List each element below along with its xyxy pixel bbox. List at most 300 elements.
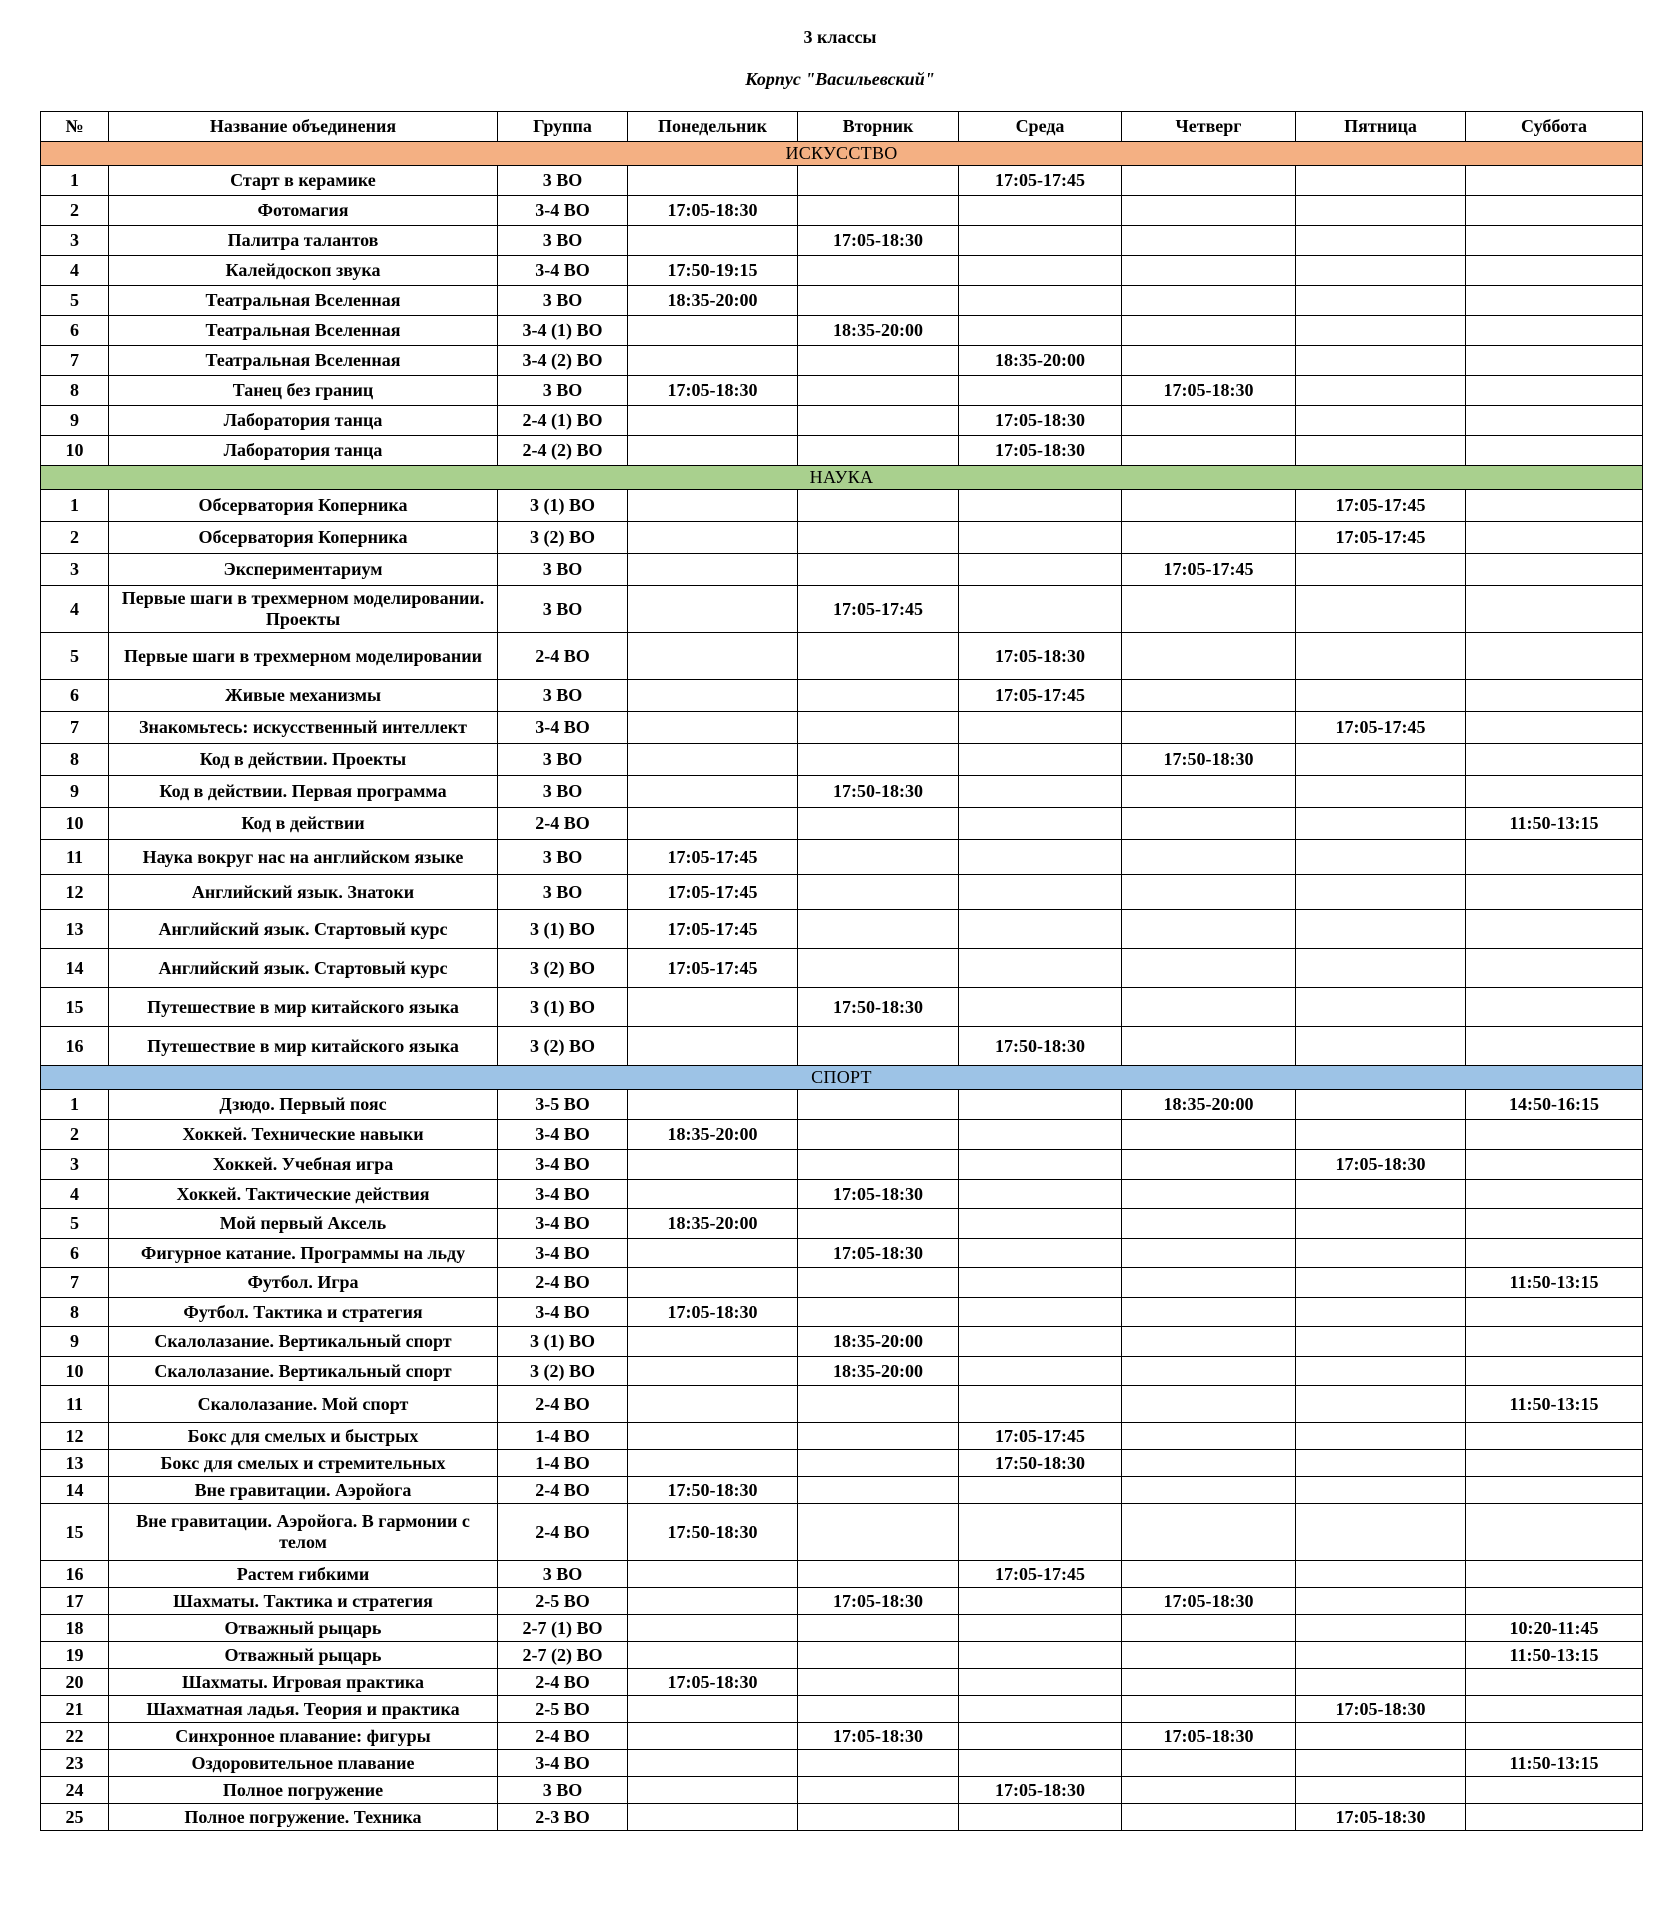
monday-cell <box>628 1180 798 1209</box>
tuesday-cell <box>798 166 959 196</box>
friday-cell <box>1296 1750 1466 1777</box>
wednesday-cell <box>959 949 1122 988</box>
table-row <box>41 346 1643 376</box>
thursday-cell <box>1122 949 1296 988</box>
group-cell: 2-5 ВО <box>498 1588 628 1615</box>
saturday-cell <box>1466 586 1643 633</box>
activity-name-cell: Синхронное плавание: фигуры <box>109 1723 498 1750</box>
saturday-cell: 11:50-13:15 <box>1466 1268 1643 1298</box>
thursday-cell <box>1122 633 1296 680</box>
activity-name-cell: Путешествие в мир китайского языка <box>109 1027 498 1066</box>
friday-cell <box>1296 166 1466 196</box>
tuesday-cell <box>798 680 959 712</box>
tuesday-cell <box>798 1268 959 1298</box>
friday-cell <box>1296 406 1466 436</box>
table-row <box>41 1027 1643 1066</box>
activity-name-cell: Театральная Вселенная <box>109 346 498 376</box>
table-row <box>41 1804 1643 1831</box>
table-row <box>41 633 1643 680</box>
friday-cell <box>1296 1423 1466 1450</box>
tuesday-cell <box>798 1750 959 1777</box>
tuesday-cell: 17:05-18:30 <box>798 1723 959 1750</box>
tuesday-cell <box>798 196 959 226</box>
monday-cell: 18:35-20:00 <box>628 1209 798 1239</box>
group-cell: 3 (1) ВО <box>498 490 628 522</box>
group-cell: 2-4 ВО <box>498 808 628 840</box>
header-saturday: Суббота <box>1466 112 1643 142</box>
monday-cell <box>628 554 798 586</box>
row-number-cell: 3 <box>41 226 109 256</box>
monday-cell <box>628 988 798 1027</box>
row-number-cell: 4 <box>41 586 109 633</box>
thursday-cell <box>1122 286 1296 316</box>
wednesday-cell <box>959 586 1122 633</box>
thursday-cell: 17:05-18:30 <box>1122 1723 1296 1750</box>
wednesday-cell <box>959 1642 1122 1669</box>
friday-cell <box>1296 226 1466 256</box>
activity-name-cell: Обсерватория Коперника <box>109 522 498 554</box>
tuesday-cell <box>798 346 959 376</box>
monday-cell: 17:05-17:45 <box>628 875 798 910</box>
header-row <box>41 112 1643 142</box>
group-cell: 3 ВО <box>498 744 628 776</box>
saturday-cell <box>1466 1588 1643 1615</box>
group-cell: 3 (1) ВО <box>498 988 628 1027</box>
saturday-cell <box>1466 1027 1643 1066</box>
group-cell: 3 ВО <box>498 166 628 196</box>
group-cell: 2-4 ВО <box>498 1386 628 1423</box>
friday-cell <box>1296 256 1466 286</box>
saturday-cell: 11:50-13:15 <box>1466 808 1643 840</box>
thursday-cell <box>1122 1027 1296 1066</box>
group-cell: 3 ВО <box>498 875 628 910</box>
thursday-cell <box>1122 988 1296 1027</box>
monday-cell: 17:50-18:30 <box>628 1477 798 1504</box>
row-number-cell: 14 <box>41 949 109 988</box>
monday-cell: 17:05-18:30 <box>628 196 798 226</box>
friday-cell <box>1296 680 1466 712</box>
friday-cell <box>1296 1298 1466 1327</box>
thursday-cell <box>1122 1777 1296 1804</box>
thursday-cell <box>1122 1327 1296 1357</box>
table-row <box>41 286 1643 316</box>
wednesday-cell <box>959 1615 1122 1642</box>
saturday-cell <box>1466 1209 1643 1239</box>
friday-cell <box>1296 286 1466 316</box>
thursday-cell <box>1122 406 1296 436</box>
activity-name-cell: Код в действии <box>109 808 498 840</box>
group-cell: 3-4 ВО <box>498 196 628 226</box>
row-number-cell: 13 <box>41 910 109 949</box>
wednesday-cell <box>959 1150 1122 1180</box>
friday-cell: 17:05-17:45 <box>1296 522 1466 554</box>
wednesday-cell <box>959 1804 1122 1831</box>
saturday-cell <box>1466 316 1643 346</box>
group-cell: 3-5 ВО <box>498 1090 628 1120</box>
friday-cell <box>1296 633 1466 680</box>
tuesday-cell <box>798 1696 959 1723</box>
section-title: ИСКУССТВО <box>41 142 1643 166</box>
thursday-cell <box>1122 1120 1296 1150</box>
thursday-cell: 17:50-18:30 <box>1122 744 1296 776</box>
table-row <box>41 1450 1643 1477</box>
tuesday-cell <box>798 554 959 586</box>
friday-cell <box>1296 1450 1466 1477</box>
tuesday-cell <box>798 1209 959 1239</box>
row-number-cell: 11 <box>41 840 109 875</box>
monday-cell <box>628 1561 798 1588</box>
row-number-cell: 5 <box>41 633 109 680</box>
friday-cell <box>1296 1777 1466 1804</box>
wednesday-cell <box>959 286 1122 316</box>
group-cell: 3 (1) ВО <box>498 1327 628 1357</box>
saturday-cell <box>1466 680 1643 712</box>
activity-name-cell: Код в действии. Первая программа <box>109 776 498 808</box>
wednesday-cell: 17:50-18:30 <box>959 1027 1122 1066</box>
row-number-cell: 22 <box>41 1723 109 1750</box>
friday-cell <box>1296 1209 1466 1239</box>
table-row <box>41 436 1643 466</box>
row-number-cell: 9 <box>41 1327 109 1357</box>
thursday-cell: 17:05-18:30 <box>1122 376 1296 406</box>
header-friday: Пятница <box>1296 112 1466 142</box>
tuesday-cell <box>798 1298 959 1327</box>
saturday-cell <box>1466 633 1643 680</box>
row-number-cell: 3 <box>41 1150 109 1180</box>
tuesday-cell <box>798 1804 959 1831</box>
saturday-cell <box>1466 522 1643 554</box>
row-number-cell: 7 <box>41 1268 109 1298</box>
saturday-cell <box>1466 875 1643 910</box>
friday-cell <box>1296 1504 1466 1561</box>
tuesday-cell: 17:05-18:30 <box>798 1588 959 1615</box>
monday-cell <box>628 226 798 256</box>
table-row <box>41 1150 1643 1180</box>
group-cell: 2-7 (2) ВО <box>498 1642 628 1669</box>
group-cell: 3 ВО <box>498 776 628 808</box>
tuesday-cell <box>798 1642 959 1669</box>
activity-name-cell: Вне гравитации. Аэройога. В гармонии с телом <box>109 1504 498 1561</box>
thursday-cell <box>1122 712 1296 744</box>
row-number-cell: 1 <box>41 1090 109 1120</box>
table-row <box>41 1357 1643 1386</box>
activity-name-cell: Лаборатория танца <box>109 436 498 466</box>
wednesday-cell: 17:05-17:45 <box>959 166 1122 196</box>
friday-cell <box>1296 1386 1466 1423</box>
friday-cell <box>1296 840 1466 875</box>
wednesday-cell <box>959 1477 1122 1504</box>
activity-name-cell: Бокс для смелых и быстрых <box>109 1423 498 1450</box>
friday-cell <box>1296 1615 1466 1642</box>
saturday-cell <box>1466 196 1643 226</box>
friday-cell <box>1296 949 1466 988</box>
table-row <box>41 680 1643 712</box>
page-title: 3 классы <box>803 27 877 47</box>
tuesday-cell <box>798 1669 959 1696</box>
friday-cell <box>1296 376 1466 406</box>
table-row <box>41 1750 1643 1777</box>
wednesday-cell <box>959 226 1122 256</box>
section-title: СПОРТ <box>41 1066 1643 1090</box>
friday-cell <box>1296 196 1466 226</box>
wednesday-cell <box>959 712 1122 744</box>
activity-name-cell: Отважный рыцарь <box>109 1615 498 1642</box>
friday-cell <box>1296 346 1466 376</box>
tuesday-cell: 17:05-18:30 <box>798 226 959 256</box>
wednesday-cell <box>959 1669 1122 1696</box>
activity-name-cell: Калейдоскоп звука <box>109 256 498 286</box>
tuesday-cell <box>798 376 959 406</box>
monday-cell <box>628 436 798 466</box>
saturday-cell <box>1466 256 1643 286</box>
activity-name-cell: Оздоровительное плавание <box>109 1750 498 1777</box>
wednesday-cell <box>959 875 1122 910</box>
table-row <box>41 226 1643 256</box>
wednesday-cell <box>959 196 1122 226</box>
tuesday-cell <box>798 522 959 554</box>
saturday-cell <box>1466 988 1643 1027</box>
wednesday-cell: 17:05-18:30 <box>959 406 1122 436</box>
friday-cell: 17:05-18:30 <box>1296 1150 1466 1180</box>
table-row <box>41 776 1643 808</box>
wednesday-cell: 17:05-17:45 <box>959 1561 1122 1588</box>
table-row <box>41 522 1643 554</box>
wednesday-cell: 17:05-17:45 <box>959 680 1122 712</box>
thursday-cell: 17:05-17:45 <box>1122 554 1296 586</box>
monday-cell <box>628 1268 798 1298</box>
thursday-cell <box>1122 1642 1296 1669</box>
saturday-cell <box>1466 1561 1643 1588</box>
friday-cell: 17:05-18:30 <box>1296 1696 1466 1723</box>
activity-name-cell: Живые механизмы <box>109 680 498 712</box>
row-number-cell: 2 <box>41 196 109 226</box>
thursday-cell <box>1122 680 1296 712</box>
wednesday-cell <box>959 776 1122 808</box>
tuesday-cell: 17:50-18:30 <box>798 776 959 808</box>
group-cell: 1-4 ВО <box>498 1423 628 1450</box>
schedule-table <box>40 111 1643 1831</box>
tuesday-cell <box>798 286 959 316</box>
saturday-cell <box>1466 286 1643 316</box>
group-cell: 3-4 ВО <box>498 1150 628 1180</box>
friday-cell <box>1296 1561 1466 1588</box>
table-row <box>41 1298 1643 1327</box>
wednesday-cell <box>959 256 1122 286</box>
friday-cell <box>1296 988 1466 1027</box>
monday-cell <box>628 1696 798 1723</box>
monday-cell <box>628 1357 798 1386</box>
saturday-cell <box>1466 166 1643 196</box>
tuesday-cell <box>798 712 959 744</box>
monday-cell <box>628 1027 798 1066</box>
monday-cell <box>628 1642 798 1669</box>
row-number-cell: 12 <box>41 1423 109 1450</box>
tuesday-cell: 17:05-17:45 <box>798 586 959 633</box>
monday-cell <box>628 1150 798 1180</box>
row-number-cell: 6 <box>41 680 109 712</box>
section-sport-header <box>41 1066 1643 1090</box>
tuesday-cell: 18:35-20:00 <box>798 1357 959 1386</box>
tuesday-cell <box>798 406 959 436</box>
tuesday-cell <box>798 1477 959 1504</box>
table-row <box>41 744 1643 776</box>
saturday-cell: 11:50-13:15 <box>1466 1386 1643 1423</box>
thursday-cell <box>1122 1450 1296 1477</box>
saturday-cell <box>1466 1777 1643 1804</box>
group-cell: 3 ВО <box>498 1561 628 1588</box>
monday-cell: 17:50-19:15 <box>628 256 798 286</box>
group-cell: 2-4 ВО <box>498 1669 628 1696</box>
activity-name-cell: Фотомагия <box>109 196 498 226</box>
friday-cell <box>1296 776 1466 808</box>
tuesday-cell <box>798 633 959 680</box>
thursday-cell <box>1122 1239 1296 1268</box>
activity-name-cell: Полное погружение <box>109 1777 498 1804</box>
wednesday-cell <box>959 1327 1122 1357</box>
thursday-cell <box>1122 346 1296 376</box>
saturday-cell <box>1466 1696 1643 1723</box>
monday-cell <box>628 776 798 808</box>
wednesday-cell <box>959 1239 1122 1268</box>
monday-cell <box>628 633 798 680</box>
activity-name-cell: Код в действии. Проекты <box>109 744 498 776</box>
tuesday-cell <box>798 1090 959 1120</box>
wednesday-cell <box>959 1209 1122 1239</box>
saturday-cell <box>1466 1327 1643 1357</box>
activity-name-cell: Английский язык. Знатоки <box>109 875 498 910</box>
tuesday-cell <box>798 875 959 910</box>
table-row <box>41 1386 1643 1423</box>
tuesday-cell <box>798 256 959 286</box>
tuesday-cell: 17:50-18:30 <box>798 988 959 1027</box>
tuesday-cell <box>798 1615 959 1642</box>
activity-name-cell: Английский язык. Стартовый курс <box>109 910 498 949</box>
table-row <box>41 988 1643 1027</box>
friday-cell <box>1296 808 1466 840</box>
activity-name-cell: Театральная Вселенная <box>109 316 498 346</box>
row-number-cell: 14 <box>41 1477 109 1504</box>
activity-name-cell: Обсерватория Коперника <box>109 490 498 522</box>
row-number-cell: 15 <box>41 1504 109 1561</box>
thursday-cell <box>1122 256 1296 286</box>
row-number-cell: 5 <box>41 1209 109 1239</box>
activity-name-cell: Мой первый Аксель <box>109 1209 498 1239</box>
row-number-cell: 4 <box>41 256 109 286</box>
row-number-cell: 9 <box>41 406 109 436</box>
group-cell: 3 ВО <box>498 680 628 712</box>
row-number-cell: 16 <box>41 1561 109 1588</box>
thursday-cell <box>1122 1696 1296 1723</box>
friday-cell <box>1296 1120 1466 1150</box>
monday-cell: 17:05-18:30 <box>628 376 798 406</box>
saturday-cell <box>1466 1120 1643 1150</box>
table-row <box>41 1561 1643 1588</box>
table-row <box>41 1669 1643 1696</box>
activity-name-cell: Хоккей. Тактические действия <box>109 1180 498 1209</box>
group-cell: 3 ВО <box>498 1777 628 1804</box>
wednesday-cell <box>959 1504 1122 1561</box>
header-group: Группа <box>498 112 628 142</box>
saturday-cell <box>1466 1239 1643 1268</box>
tuesday-cell <box>798 1423 959 1450</box>
activity-name-cell: Скалолазание. Вертикальный спорт <box>109 1327 498 1357</box>
wednesday-cell: 17:05-18:30 <box>959 633 1122 680</box>
group-cell: 3-4 (2) ВО <box>498 346 628 376</box>
tuesday-cell <box>798 436 959 466</box>
monday-cell <box>628 586 798 633</box>
wednesday-cell <box>959 1750 1122 1777</box>
friday-cell <box>1296 744 1466 776</box>
saturday-cell <box>1466 776 1643 808</box>
group-cell: 1-4 ВО <box>498 1450 628 1477</box>
table-row <box>41 1423 1643 1450</box>
wednesday-cell <box>959 1723 1122 1750</box>
group-cell: 3 ВО <box>498 586 628 633</box>
thursday-cell: 18:35-20:00 <box>1122 1090 1296 1120</box>
thursday-cell <box>1122 226 1296 256</box>
tuesday-cell <box>798 1386 959 1423</box>
thursday-cell <box>1122 1477 1296 1504</box>
wednesday-cell <box>959 554 1122 586</box>
saturday-cell <box>1466 1504 1643 1561</box>
group-cell: 3 (2) ВО <box>498 1027 628 1066</box>
row-number-cell: 1 <box>41 166 109 196</box>
monday-cell <box>628 1723 798 1750</box>
thursday-cell <box>1122 1209 1296 1239</box>
header-thursday: Четверг <box>1122 112 1296 142</box>
table-row <box>41 1327 1643 1357</box>
wednesday-cell <box>959 1268 1122 1298</box>
monday-cell <box>628 490 798 522</box>
table-row <box>41 406 1643 436</box>
table-row <box>41 1723 1643 1750</box>
saturday-cell <box>1466 1423 1643 1450</box>
saturday-cell <box>1466 226 1643 256</box>
friday-cell <box>1296 1723 1466 1750</box>
monday-cell <box>628 1588 798 1615</box>
thursday-cell <box>1122 1423 1296 1450</box>
saturday-cell <box>1466 1150 1643 1180</box>
group-cell: 2-7 (1) ВО <box>498 1615 628 1642</box>
monday-cell <box>628 712 798 744</box>
thursday-cell <box>1122 436 1296 466</box>
friday-cell <box>1296 1239 1466 1268</box>
monday-cell <box>628 1239 798 1268</box>
thursday-cell: 17:05-18:30 <box>1122 1588 1296 1615</box>
saturday-cell <box>1466 1669 1643 1696</box>
table-row <box>41 1588 1643 1615</box>
wednesday-cell <box>959 744 1122 776</box>
tuesday-cell <box>798 1027 959 1066</box>
row-number-cell: 5 <box>41 286 109 316</box>
tuesday-cell <box>798 1120 959 1150</box>
row-number-cell: 4 <box>41 1180 109 1209</box>
wednesday-cell <box>959 522 1122 554</box>
group-cell: 2-4 ВО <box>498 1268 628 1298</box>
table-row <box>41 490 1643 522</box>
friday-cell <box>1296 1027 1466 1066</box>
saturday-cell <box>1466 1298 1643 1327</box>
activity-name-cell: Театральная Вселенная <box>109 286 498 316</box>
group-cell: 3-4 ВО <box>498 256 628 286</box>
row-number-cell: 20 <box>41 1669 109 1696</box>
monday-cell <box>628 346 798 376</box>
table-row <box>41 910 1643 949</box>
row-number-cell: 18 <box>41 1615 109 1642</box>
group-cell: 3-4 ВО <box>498 1750 628 1777</box>
header-monday: Понедельник <box>628 112 798 142</box>
activity-name-cell: Полное погружение. Техника <box>109 1804 498 1831</box>
